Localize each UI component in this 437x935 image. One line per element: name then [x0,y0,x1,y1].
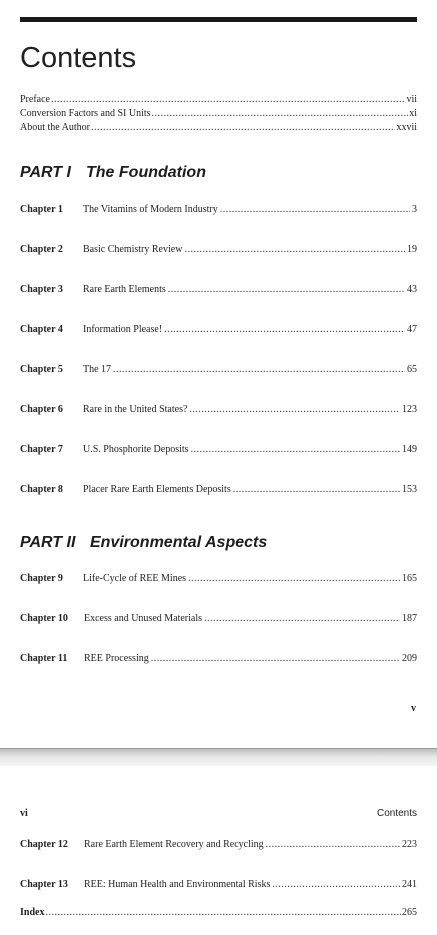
front-matter-conversion-factors[interactable] [20,108,417,120]
part-title: The Foundation [86,164,206,181]
chapter-number: Chapter 8 [20,484,63,495]
chapter-page: 19 [407,244,417,255]
chapter-title: Placer Rare Earth Elements Deposits [83,484,231,495]
leader-dots [188,573,400,585]
chapter-number: Chapter 5 [20,364,63,375]
page-folio: vi [20,808,28,819]
page-separator [0,748,437,767]
chapter-page: 241 [402,879,417,890]
chapter-number: Chapter 12 [20,839,68,850]
chapter-title: Rare in the United States? [83,404,188,415]
leader-dots [204,613,400,625]
toc-chapter-3[interactable] [20,284,417,296]
chapter-title: REE: Human Health and Environmental Risks [84,879,271,890]
leader-dots [272,879,400,891]
chapter-page: 149 [402,444,417,455]
front-matter-preface[interactable] [20,94,417,106]
chapter-title: REE Processing [84,653,149,664]
entry-label: Conversion Factors and SI Units [20,108,151,119]
index-page: 265 [402,907,417,918]
leader-dots [233,484,400,496]
leader-dots [151,653,400,665]
chapter-title: Life-Cycle of REE Mines [83,573,187,584]
part-heading-2 [20,534,267,552]
chapter-page: 223 [402,839,417,850]
toc-chapter-4[interactable] [20,324,417,336]
chapter-page: 153 [402,484,417,495]
chapter-number: Chapter 2 [20,244,63,255]
chapter-number: Chapter 9 [20,573,63,584]
toc-chapter-2[interactable] [20,244,417,256]
toc-chapter-11[interactable] [20,653,417,665]
entry-page: xi [409,108,417,119]
entry-page: xxvii [396,122,417,133]
chapter-page: 43 [407,284,417,295]
front-matter-about-author[interactable] [20,122,417,134]
chapter-title: Rare Earth Element Recovery and Recycling [84,839,264,850]
leader-dots [189,404,400,416]
entry-page: vii [406,94,417,105]
toc-chapter-10[interactable] [20,613,417,625]
chapter-title: U.S. Phosphorite Deposits [83,444,189,455]
leader-dots [152,108,409,120]
chapter-page: 123 [402,404,417,415]
chapter-title: Information Please! [83,324,163,335]
toc-chapter-7[interactable] [20,444,417,456]
chapter-title: The Vitamins of Modern Industry [83,204,218,215]
chapter-number: Chapter 13 [20,879,68,890]
page-title: Contents [20,42,137,74]
leader-dots [51,94,405,106]
part-number: PART I [20,164,71,181]
chapter-title: Rare Earth Elements [83,284,166,295]
part-heading-1 [20,164,206,182]
page-folio: v [411,703,416,714]
chapter-number: Chapter 10 [20,613,68,624]
leader-dots [266,839,400,851]
chapter-number: Chapter 4 [20,324,63,335]
leader-dots [168,284,405,296]
part-title: Environmental Aspects [90,534,268,551]
chapter-number: Chapter 11 [20,653,68,664]
chapter-title: Basic Chemistry Review [83,244,183,255]
toc-chapter-1[interactable] [20,204,417,216]
chapter-page: 187 [402,613,417,624]
toc-chapter-8[interactable] [20,484,417,496]
chapter-number: Chapter 1 [20,204,63,215]
chapter-page: 47 [407,324,417,335]
leader-dots [113,364,405,376]
chapter-page: 209 [402,653,417,664]
chapter-number: Chapter 6 [20,404,63,415]
chapter-number: Chapter 7 [20,444,63,455]
running-head: Contents [376,808,417,819]
toc-chapter-5[interactable] [20,364,417,376]
leader-dots [45,907,401,919]
chapter-number: Chapter 3 [20,284,63,295]
leader-dots [184,244,405,256]
chapter-title: Excess and Unused Materials [84,613,203,624]
chapter-title: The 17 [83,364,112,375]
toc-chapter-9[interactable] [20,573,417,585]
chapter-page: 165 [402,573,417,584]
toc-chapter-12[interactable] [20,839,417,851]
leader-dots [164,324,405,336]
leader-dots [91,122,395,134]
chapter-page: 3 [412,204,417,215]
entry-label: About the Author [20,122,90,133]
toc-index[interactable] [20,907,417,919]
index-label: Index [20,907,45,918]
entry-label: Preface [20,94,50,105]
toc-chapter-13[interactable] [20,879,417,891]
top-rule [20,17,417,22]
leader-dots [220,204,410,216]
chapter-page: 65 [407,364,417,375]
toc-chapter-6[interactable] [20,404,417,416]
leader-dots [191,444,400,456]
part-number: PART II [20,534,76,551]
